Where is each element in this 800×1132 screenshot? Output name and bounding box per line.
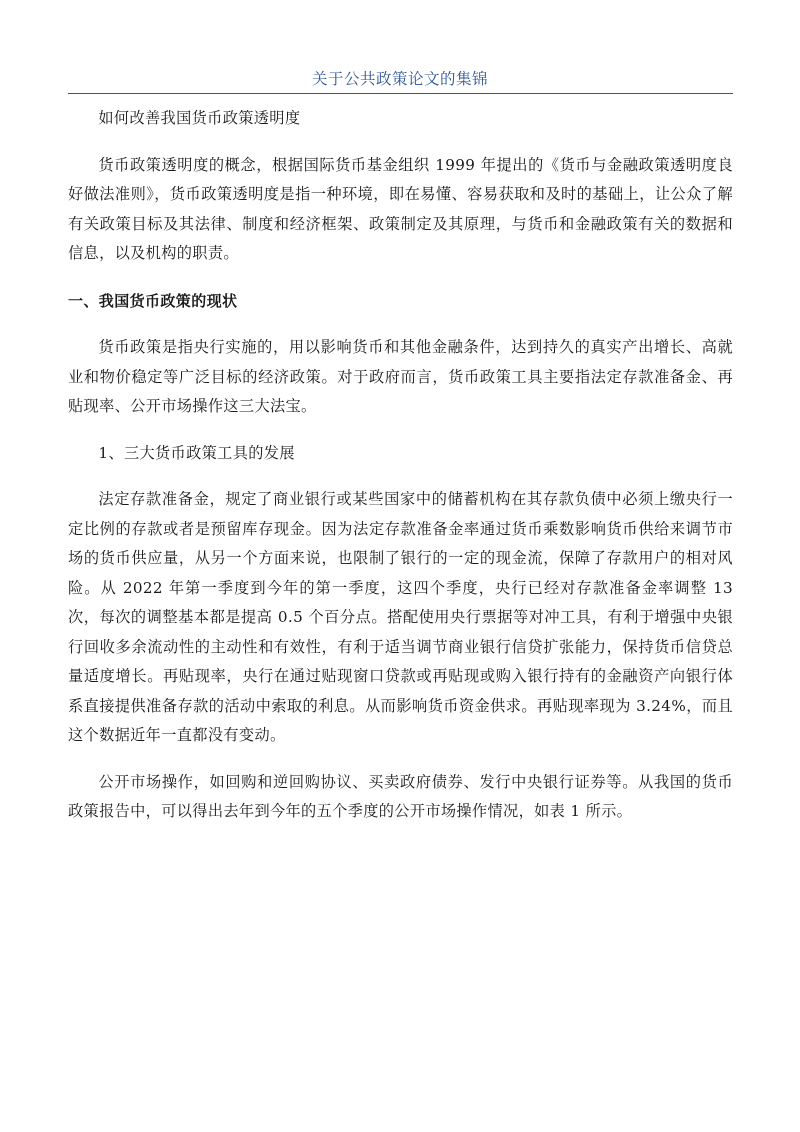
section-heading-current-status: 一、我国货币政策的现状 xyxy=(68,291,238,310)
subheading-three-tools: 1、三大货币政策工具的发展 xyxy=(98,443,295,462)
header-divider xyxy=(68,93,733,94)
paragraph-open-market-operations: 公开市场操作，如回购和逆回购协议、买卖政府债券、发行中央银行证券等。从我国的货币政策报告中，可以得出去年到今年的五个季度的公开市场操作情况，如表 1 所示。 xyxy=(68,772,733,820)
paragraph-monetary-policy: 货币政策是指央行实施的，用以影响货币和其他金融条件，达到持久的真实产出增长、高就业和物价稳定等广泛目标的经济政策。对于政府而言，货币政策工具主要指法定存款准备金、再贴现率、公开市场操作这三大法宝。 xyxy=(68,338,733,415)
intro-title: 如何改善我国货币政策透明度 xyxy=(98,109,301,127)
document-header-title: 关于公共政策论文的集锦 xyxy=(311,70,488,88)
document-body xyxy=(68,104,733,827)
paragraph-reserve-requirement: 法定存款准备金，规定了商业银行或某些国家中的储蓄机构在其存款负债中必须上缴央行一定比例的存款或者是预留库存现金。因为法定存款准备金率通过货币乘数影响货币供给来调节市场的货币供应量，从另一个方面来说，也限制了银行的一定的现金流，保障了存款用户的相对风险。从 2022 年第一季度到今年的第一季度，这四个季度，央行已经对存款准备金率调整 13 次，每次的调整基本都是提高 0.5 个百分点。搭配使用央行票据等对冲工具，有利于增强中央银行回收多余流动性的主动性和有效性，有利于适当调节商业银行信贷扩张能力，保持货币信贷总量适度增长。再贴现率，央行在通过贴现窗口贷款或再贴现或购入银行持有的金融资产向银行体系直接提供准备存款的活动中索取的利息。从而影响货币资金供求。再贴现率现为 3.24%，而且这个数据近年一直都没有变动。 xyxy=(68,490,733,744)
paragraph-transparency-definition: 货币政策透明度的概念，根据国际货币基金组织 1999 年提出的《货币与金融政策透明度良好做法准则》，货币政策透明度是指一种环境，即在易懂、容易获取和及时的基础上，让公众了解有关政策目标及其法律、制度和经济框架、政策制定及其原理，与货币和金融政策有关的数据和信息，以及机构的职责。 xyxy=(68,155,733,262)
